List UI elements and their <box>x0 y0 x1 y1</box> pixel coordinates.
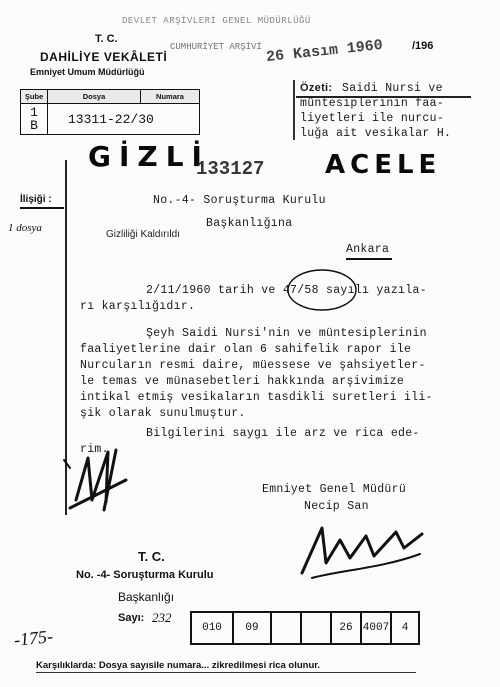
archive-stamp-name: CUMHURİYET ARŞİVİ <box>170 42 262 52</box>
box-5: 26 <box>330 613 360 643</box>
col-header-numara: Numara <box>141 90 200 104</box>
box-6: 4007 <box>360 613 390 643</box>
sube-line-1: 1 <box>30 105 38 120</box>
body-p3-line-1: Bilgilerini saygı ile arz ve rica ede- <box>146 427 420 440</box>
letterhead-tc: T. C. <box>95 33 118 45</box>
ozet-line-4: luğa ait vesikalar H. <box>300 127 452 140</box>
box-2: 09 <box>232 613 270 643</box>
footer-stamp-tc: T. C. <box>138 549 165 564</box>
registry-number-boxes <box>190 611 420 645</box>
body-p1-line-2: rı karşılığıdır. <box>80 300 196 313</box>
recipient-line-2: Başkanlığına <box>206 217 293 230</box>
letterhead-directorate: Emniyet Umum Müdürlüğü <box>30 67 145 77</box>
col-header-dosya: Dosya <box>48 90 141 104</box>
city-underline <box>346 258 392 260</box>
footer-stamp-line-1: No. -4- Soruşturma Kurulu <box>76 569 214 581</box>
recipient-city: Ankara <box>346 243 390 256</box>
signatory-title: Emniyet Genel Müdürü <box>262 483 407 496</box>
sube-value <box>21 104 48 135</box>
archive-stamp-top: DEVLET ARŞİVLERİ GENEL MÜDÜRLÜĞÜ <box>122 16 311 26</box>
dosya-value: 13311-22/30 <box>48 104 200 135</box>
date-stamp: 26 Kasım 1960 <box>265 36 384 67</box>
footer-stamp-line-2: Başkanlığı <box>118 590 175 604</box>
letterhead-ministry: DAHİLİYE VEKÂLETİ <box>40 50 168 64</box>
box-7: 4 <box>390 613 418 643</box>
body-p2-line-3: Nurcuların resmi daire, müessese ve şahsiyetler- <box>80 359 426 372</box>
margin-scribble <box>56 440 146 520</box>
body-p2-line-6: şik olarak sunulmuştur. <box>80 407 246 420</box>
ozet-line-1: Saidi Nursi ve <box>342 82 443 95</box>
ozet-line-2: müntesiplerinin faa- <box>300 97 445 110</box>
document-number-stamp: 133127 <box>196 158 265 180</box>
recipient-line-1: No.-4- Soruşturma Kurulu <box>153 194 326 207</box>
body-p3-line-2: rim. <box>80 443 109 456</box>
declassified-stamp: Gizliliği Kaldırıldı <box>106 229 180 240</box>
col-header-sube: Şube <box>21 90 48 104</box>
body-p2-line-5: intikal etmiş vesikaların tasdikli suretleri ili- <box>80 391 433 404</box>
sube-line-2: B <box>30 118 38 133</box>
box-3 <box>270 613 300 643</box>
body-p1-line-1: 2/11/1960 tarih ve 47/58 sayılı yazıla- <box>146 284 427 297</box>
footer-underline <box>36 672 416 673</box>
sayi-value: 232 <box>152 610 172 625</box>
acele-stamp: ACELE <box>325 150 442 180</box>
margin-page-note: -175- <box>13 626 54 650</box>
year-suffix: /196 <box>412 40 434 52</box>
box-1: 010 <box>202 622 222 634</box>
footer-note: Karşılıklarda: Dosya sayısile numara... zikredilmesi rica olunur. <box>36 660 321 671</box>
handwritten-signature <box>292 518 432 588</box>
ozet-label: Özeti: <box>300 82 333 94</box>
body-p2-line-4: le temas ve münasebetleri hakkında arşivimize <box>80 375 405 388</box>
gizli-stamp: GİZLİ <box>88 140 210 173</box>
body-p2-line-1: Şeyh Saidi Nursi'nin ve müntesiplerinin <box>146 327 427 340</box>
reference-circle <box>284 266 360 314</box>
ilgi-underline <box>20 207 64 209</box>
ilgi-value: 1 dosya <box>8 222 42 234</box>
ilgi-label: İlişiği : <box>20 194 52 205</box>
sayi-label: Sayı: <box>118 612 145 624</box>
box-4 <box>300 613 330 643</box>
ozet-underline <box>296 96 471 98</box>
ozet-line-3: liyetleri ile nurcu- <box>300 112 445 125</box>
ozet-box-side <box>293 80 295 140</box>
signatory-name: Necip San <box>304 500 369 513</box>
body-p2-line-2: faaliyetlerine dair olan 6 sahifelik rapor ile <box>80 343 412 356</box>
file-number-table <box>20 89 200 135</box>
